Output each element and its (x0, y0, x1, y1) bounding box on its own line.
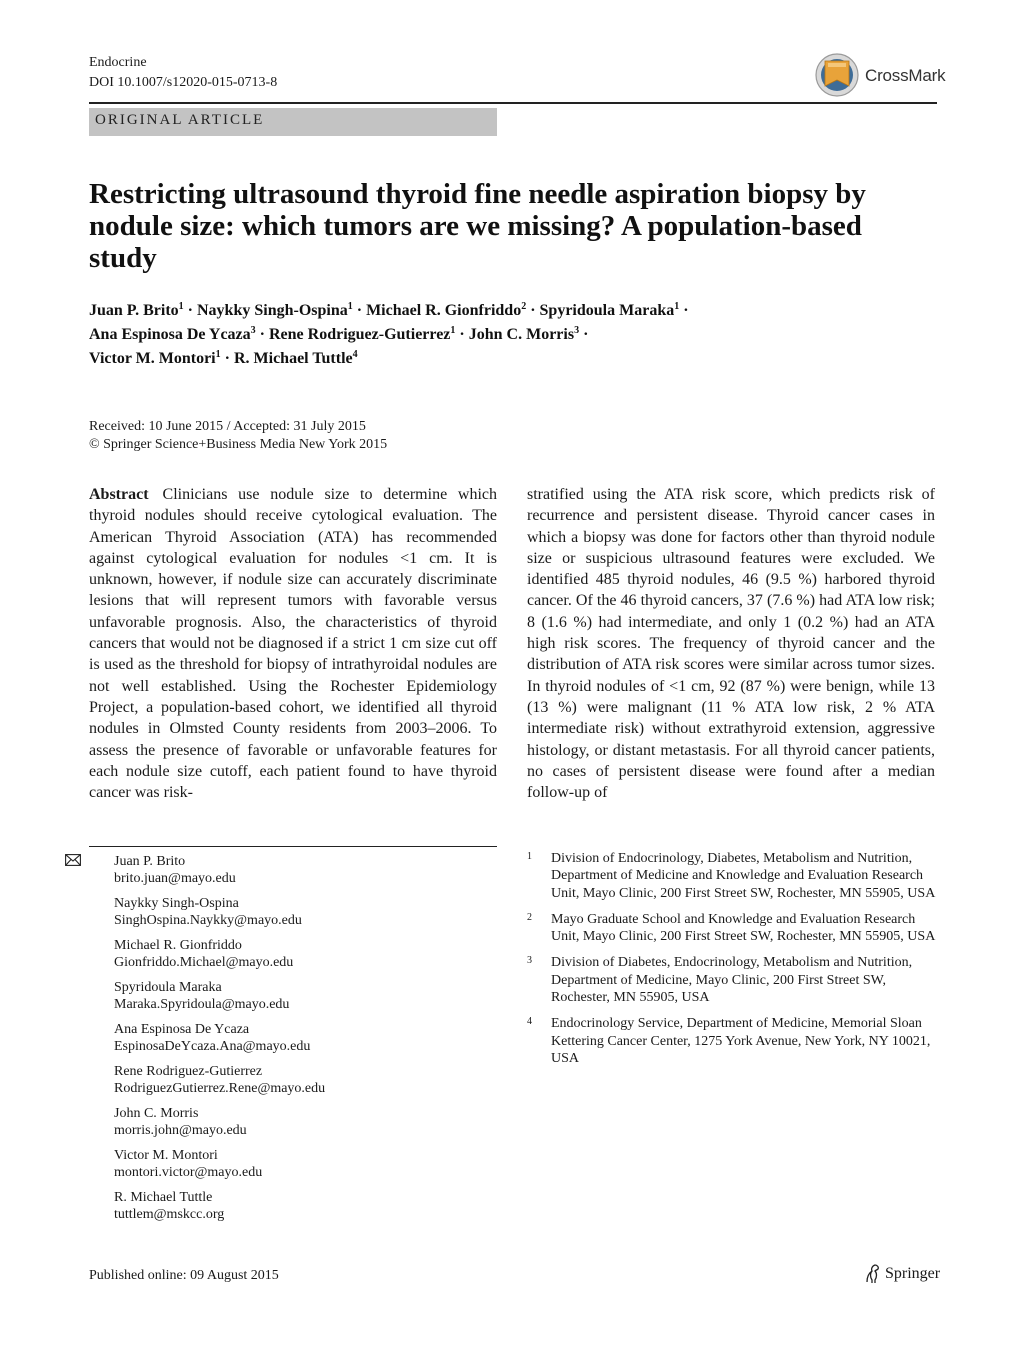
contact-email[interactable]: brito.juan@mayo.edu (114, 871, 236, 886)
contact-entry (89, 1105, 497, 1139)
author-list: Juan P. Brito$^1$ · Naykky Singh-Ospina$^1$ · Michael R. Gionfriddo$^2$ · Spyridoula Maraka$^1$ · Ana Espinosa De Ycaza$^3$ · Rene Rodriguez-Gutierrez$^1$ · John C. Morris$^3$ · Victor M. Montori$^1$ · R. Michael Tuttle$^4$ (89, 301, 689, 367)
affiliation-number: 3 (527, 955, 532, 967)
article-type-banner (89, 108, 497, 136)
footnote-divider (89, 846, 497, 847)
author-contacts (89, 853, 497, 1231)
affiliation-number: 4 (527, 1016, 532, 1028)
affiliation-ref: 2 (521, 301, 527, 312)
contact-entry (89, 1189, 497, 1223)
contact-email[interactable]: RodriguezGutierrez.Rene@mayo.edu (114, 1081, 326, 1096)
author-name[interactable]: Spyridoula Maraka (539, 302, 675, 319)
affiliation-number: 2 (527, 911, 532, 923)
affiliation-ref: 1 (450, 325, 456, 336)
contact-name: Naykky Singh-Ospina (114, 896, 239, 911)
affiliation-entry (527, 850, 937, 902)
affiliation-text: Mayo Graduate School and Knowledge and Evaluation Research Unit, Mayo Clinic, 200 First Street SW, Rochester, MN 55905, USA (551, 911, 936, 945)
published-date: Published online: 09 August 2015 (89, 1268, 279, 1283)
publisher-name: Springer (885, 1265, 941, 1282)
affiliation-ref: 1 (674, 301, 680, 312)
author-name[interactable]: Rene Rodriguez-Gutierrez (268, 326, 451, 343)
affiliation-number: 1 (527, 851, 532, 862)
author-name[interactable]: Michael R. Gionfriddo (366, 302, 522, 319)
received-accepted-dates: Received: 10 June 2015 / Accepted: 31 July 2015 (89, 419, 366, 434)
contact-email[interactable]: tuttlem@mskcc.org (114, 1207, 225, 1222)
contact-name: Rene Rodriguez-Gutierrez (114, 1064, 263, 1079)
contact-entry (89, 1147, 497, 1181)
contact-entry (89, 853, 497, 887)
affiliation-entry (527, 911, 937, 946)
contact-name: Victor M. Montori (114, 1148, 218, 1163)
envelope-icon (65, 854, 81, 866)
contact-entry (89, 1063, 497, 1097)
contact-name: Juan P. Brito (114, 854, 186, 869)
contact-email[interactable]: Gionfriddo.Michael@mayo.edu (114, 955, 294, 970)
contact-entry (89, 1021, 497, 1055)
contact-name: Michael R. Gionfriddo (114, 938, 242, 953)
journal-name: Endocrine (89, 55, 147, 70)
author-name[interactable]: Ana Espinosa De Ycaza (89, 326, 251, 343)
contact-email[interactable]: montori.victor@mayo.edu (114, 1165, 263, 1180)
abstract-column-left (89, 484, 497, 803)
affiliation-entry (527, 954, 937, 1006)
abstract-column-right (527, 484, 935, 803)
contact-email[interactable]: SinghOspina.Naykky@mayo.edu (114, 913, 302, 928)
affiliation-ref: 1 (178, 301, 184, 312)
contact-email[interactable]: morris.john@mayo.edu (114, 1123, 247, 1138)
crossmark-label[interactable]: CrossMark (865, 66, 946, 85)
abstract-heading: Abstract (89, 486, 149, 503)
copyright-notice: © Springer Science+Business Media New York 2015 (89, 437, 388, 452)
contact-name: Ana Espinosa De Ycaza (114, 1022, 250, 1037)
affiliations (527, 850, 937, 1076)
affiliation-ref: 1 (347, 301, 353, 312)
affiliation-entry (527, 1015, 937, 1067)
springer-horse-icon (864, 1264, 881, 1284)
author-name[interactable]: Victor M. Montori (89, 350, 216, 367)
article-title: Restricting ultrasound thyroid fine needle aspiration biopsy by nodule size: which tumors are we missing? A population-based study (89, 178, 866, 274)
affiliation-ref: 3 (250, 325, 256, 336)
affiliation-ref: 4 (352, 349, 358, 360)
abstract-text-right: stratified using the ATA risk score, which predicts risk of recurrence and persistent disease. Thyroid cancer cases in which a biopsy was done for factors other than thyroid nodule size or suspicious ultrasound features were excluded. We identified 485 thyroid nodules, 46 (9.5 %) harbored thyroid cancer. Of the 46 thyroid cancers, 37 (7.6 %) had ATA low risk; 8 (1.6 %) had intermediate, and only 1 (0.2 %) had an ATA high risk scores. The frequency of thyroid cancer and the distribution of ATA risk scores were similar across tumor sizes. In thyroid nodules of <1 cm, 92 (87 %) were benign, while 13 (13 %) were malignant (11 % ATA low risk, 2 % ATA intermediate risk) without extrathyroid extension, aggressive histology, or distant metastasis. For all thyroid cancer patients, no cases of persistent disease were found after a median follow-up of (527, 486, 935, 802)
contact-entry (89, 937, 497, 971)
article-type-label: ORIGINAL ARTICLE (95, 112, 265, 128)
abstract-text-left: Clinicians use nodule size to determine which thyroid nodules should receive cytological evaluation. The American Thyroid Association (ATA) has recommended against cytological evaluation for nodules <1 cm. It is unknown, however, if nodule size can accurately discriminate lesions that will represent tumors with favorable versus unfavorable prognosis. Also, the characteristics of thyroid cancers that would not be diagnosed if a strict 1 cm size cut off is used as the threshold for biopsy of intrathyroidal nodules are not well established. Using the Rochester Epidemiology Project, a population-based cohort, we identified all thyroid nodules in Olmsted County residents from 2003–2006. To assess the presence of favorable or unfavorable features for each nodule size cutoff, each patient found to have thyroid cancer was risk- (89, 486, 497, 802)
contact-entry (89, 895, 497, 929)
contact-email[interactable]: Maraka.Spyridoula@mayo.edu (114, 997, 290, 1012)
author-name[interactable]: Naykky Singh-Ospina (197, 302, 348, 319)
author-name[interactable]: R. Michael Tuttle (233, 350, 353, 367)
contact-name: Spyridoula Maraka (114, 980, 222, 995)
affiliation-ref: 1 (215, 349, 221, 360)
author-name[interactable]: John C. Morris (468, 326, 575, 343)
contact-email[interactable]: EspinosaDeYcaza.Ana@mayo.edu (114, 1039, 311, 1054)
springer-logo[interactable] (864, 1264, 940, 1284)
author-name[interactable]: Juan P. Brito (89, 302, 179, 319)
contact-entry (89, 979, 497, 1013)
affiliation-ref: 3 (574, 325, 580, 336)
article-dates (89, 418, 387, 454)
affiliation-text: Endocrinology Service, Department of Medicine, Memorial Sloan Kettering Cancer Center, 1275 York Avenue, New York, NY 10021, USA (551, 1016, 931, 1066)
contact-name: John C. Morris (114, 1106, 199, 1121)
affiliation-text: Division of Endocrinology, Diabetes, Metabolism and Nutrition, Department of Medicine and Knowledge and Evaluation Research Unit, Mayo Clinic, 200 First Street SW, Rochester, MN 55905, USA (551, 851, 936, 901)
affiliation-text: Division of Diabetes, Endocrinology, Metabolism and Nutrition, Department of Medicine, Mayo Clinic, 200 First Street SW, Rochester, MN 55905, USA (551, 955, 913, 1006)
contact-name: R. Michael Tuttle (114, 1190, 213, 1205)
header-rule (89, 102, 937, 104)
doi[interactable]: DOI 10.1007/s12020-015-0713-8 (89, 75, 278, 90)
